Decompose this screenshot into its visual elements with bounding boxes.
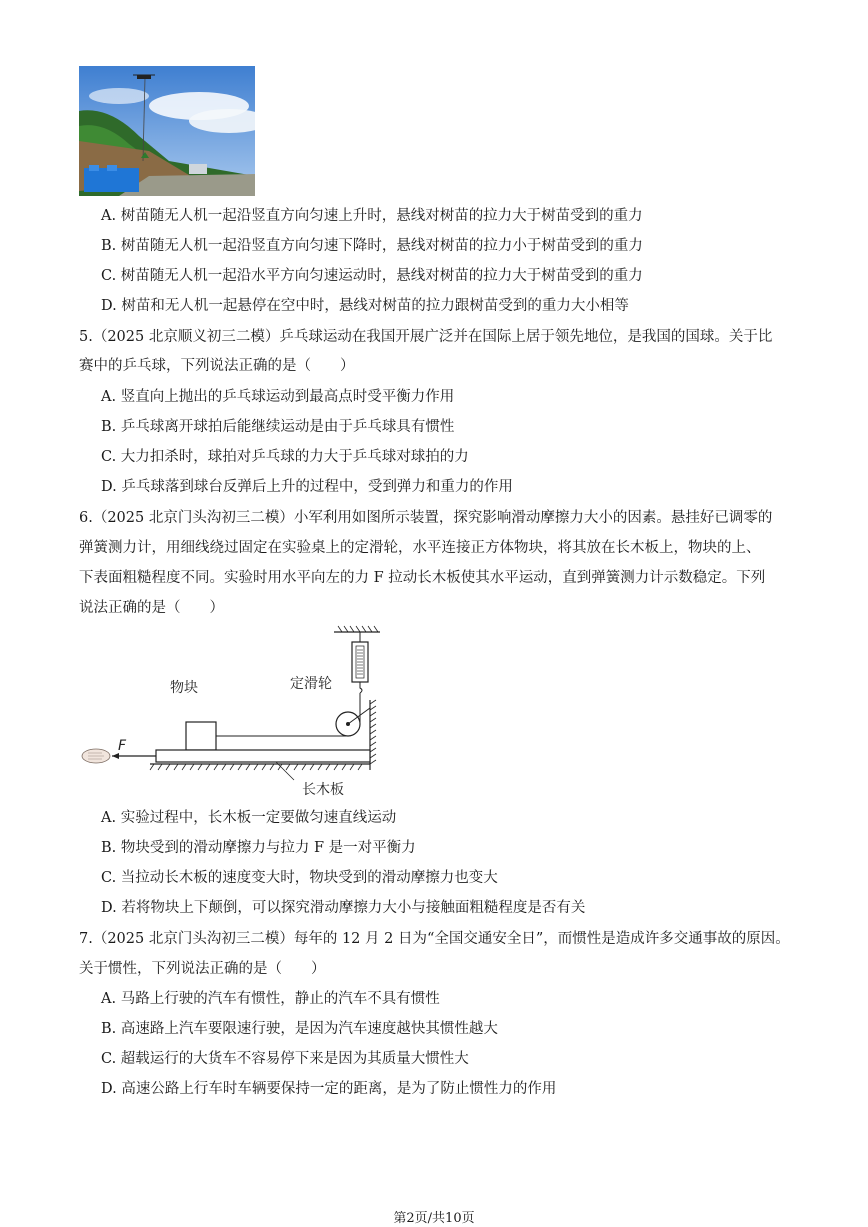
q5-option-c: C. 大力扣杀时，球拍对乒乓球的力大于乒乓球对球拍的力 bbox=[101, 449, 469, 465]
q7-option-c: C. 超载运行的大货车不容易停下来是因为其质量大惯性大 bbox=[101, 1051, 469, 1067]
q5-option-b: B. 乒乓球离开球拍后能继续运动是由于乒乓球具有惯性 bbox=[101, 419, 455, 435]
q6-stem-line-1: 6.（2025 北京门头沟初三二模）小军利用如图所示装置，探究影响滑动摩擦力大小的因素。悬挂好已调零的 bbox=[79, 510, 773, 526]
board-label: 长木板 bbox=[302, 782, 344, 798]
page-number: 第2页/共10页 bbox=[393, 1211, 475, 1226]
q4-option-c: C. 树苗随无人机一起沿水平方向匀速运动时，悬线对树苗的拉力大于树苗受到的重力 bbox=[101, 268, 643, 284]
q6-stem-line-2: 弹簧测力计，用细线绕过固定在实验桌上的定滑轮，水平连接正方体物块，将其放在长木板上，物块的上、 bbox=[79, 540, 761, 556]
q5-stem-line-1: 5.（2025 北京顺义初三二模）乒乓球运动在我国开展广泛并在国际上居于领先地位，是我国的国球。关于比 bbox=[79, 329, 773, 345]
q6-option-b: B. 物块受到的滑动摩擦力与拉力 F 是一对平衡力 bbox=[101, 840, 416, 856]
q6-stem-line-3: 下表面粗糙程度不同。实验时用水平向左的力 F 拉动长木板使其水平运动，直到弹簧测力计示数稳定。下列 bbox=[79, 570, 766, 586]
friction-apparatus-diagram bbox=[80, 622, 380, 802]
q4-option-a: A. 树苗随无人机一起沿竖直方向匀速上升时，悬线对树苗的拉力大于树苗受到的重力 bbox=[101, 208, 643, 224]
q6-stem-line-4: 说法正确的是（ ） bbox=[79, 600, 224, 616]
q7-option-d: D. 高速公路上行车时车辆要保持一定的距离，是为了防止惯性力的作用 bbox=[101, 1081, 557, 1097]
drone-seedling-photo bbox=[79, 66, 255, 196]
q6-option-d: D. 若将物块上下颠倒，可以探究滑动摩擦力大小与接触面粗糙程度是否有关 bbox=[101, 900, 586, 916]
q7-option-b: B. 高速路上汽车要限速行驶，是因为汽车速度越快其惯性越大 bbox=[101, 1021, 498, 1037]
q5-stem-line-2: 赛中的乒乓球，下列说法正确的是（ ） bbox=[79, 358, 355, 374]
pulley-label: 定滑轮 bbox=[290, 676, 332, 692]
q7-stem-line-2: 关于惯性，下列说法正确的是（ ） bbox=[79, 961, 326, 977]
q6-option-a: A. 实验过程中，长木板一定要做匀速直线运动 bbox=[101, 810, 397, 826]
q5-option-d: D. 乒乓球落到球台反弹后上升的过程中，受到弹力和重力的作用 bbox=[101, 479, 513, 495]
q7-stem-line-1: 7.（2025 北京门头沟初三二模）每年的 12 月 2 日为“全国交通安全日”，而惯性是造成许多交通事故的原因。 bbox=[79, 931, 790, 947]
long-board bbox=[156, 750, 370, 762]
q6-option-c: C. 当拉动长木板的速度变大时，物块受到的滑动摩擦力也变大 bbox=[101, 870, 498, 886]
q4-option-d: D. 树苗和无人机一起悬停在空中时，悬线对树苗的拉力跟树苗受到的重力大小相等 bbox=[101, 298, 629, 314]
hand-icon bbox=[82, 749, 110, 763]
q5-option-a: A. 竖直向上抛出的乒乓球运动到最高点时受平衡力作用 bbox=[101, 389, 455, 405]
force-label: F bbox=[118, 738, 127, 754]
q4-option-b: B. 树苗随无人机一起沿竖直方向匀速下降时，悬线对树苗的拉力小于树苗受到的重力 bbox=[101, 238, 643, 254]
block-label: 物块 bbox=[170, 680, 198, 696]
block bbox=[186, 722, 216, 750]
q7-option-a: A. 马路上行驶的汽车有惯性，静止的汽车不具有惯性 bbox=[101, 991, 440, 1007]
